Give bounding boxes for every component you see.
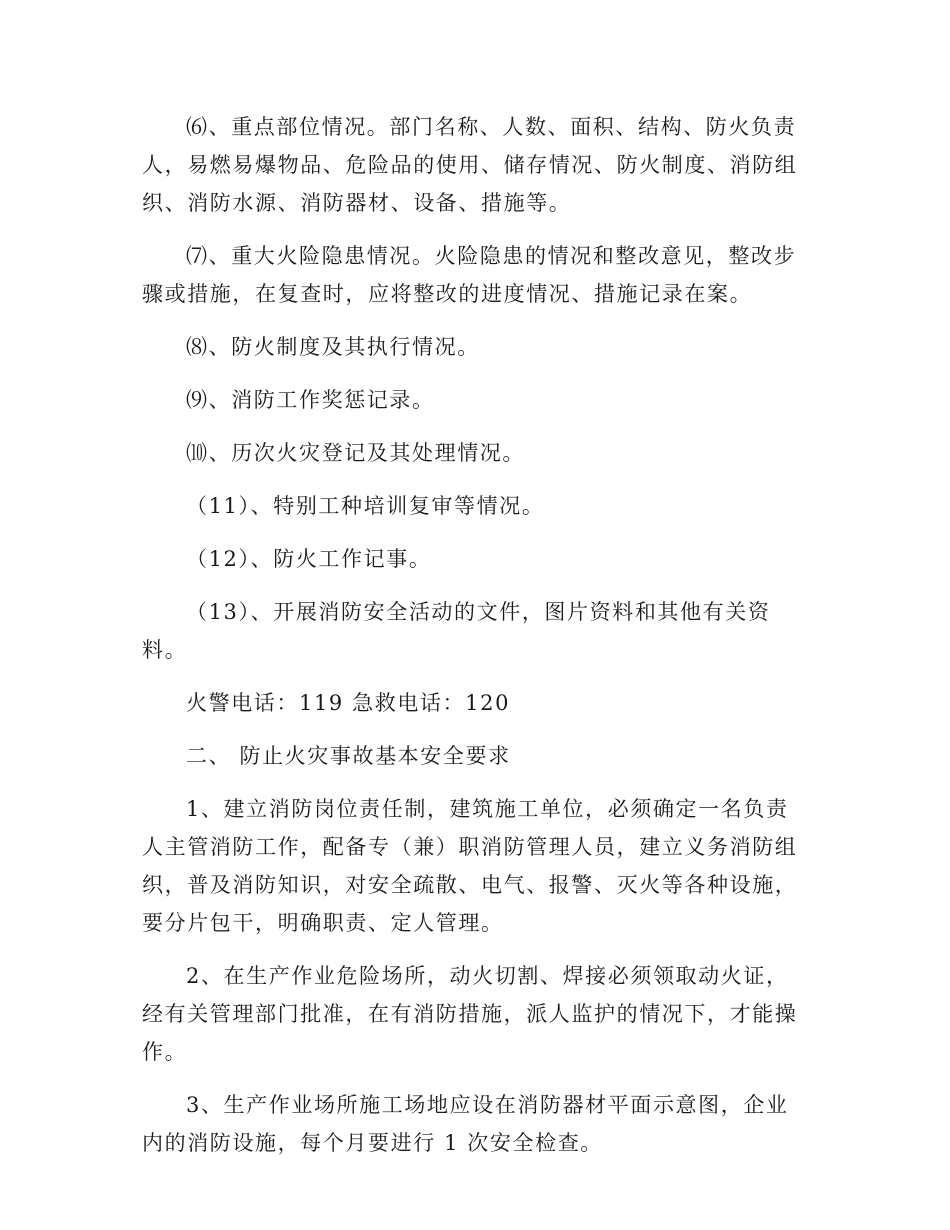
paragraph-fire-history: ⑽、历次火灾登记及其处理情况。 [186,441,525,465]
paragraph-item-2: 2、在生产作业危险场所，动火切割、焊接必须领取动火证，经有关管理部门批准，在有消防措施，派人监护的情况下，才能操作。 [142,964,798,1064]
paragraph-item-3: 3、生产作业场所施工场地应设在消防器材平面示意图，企业内的消防设施，每个月要进行 1 次安全检查。 [142,1093,789,1155]
section-heading: 二、 防止火灾事故基本安全要求 [186,744,511,768]
paragraph-activity-files: （13）、开展消防安全活动的文件，图片资料和其他有关资料。 [142,600,771,662]
paragraph-special-training: （11）、特别工种培训复审等情况。 [186,494,545,518]
paragraph-emergency-phones: 火警电话：119 急救电话：120 [186,691,511,715]
document-page [142,108,807,1177]
paragraph-fire-rules: ⑻、防火制度及其执行情况。 [186,335,480,359]
paragraph-item-1: 1、建立消防岗位责任制，建筑施工单位，必须确定一名负责人主管消防工作，配备专（兼）职消防管理人员，建立义务消防组织，普及消防知识，对安全疏散、电气、报警、灭火等各种设施，要分片包干，明确职责、定人管理。 [142,797,798,935]
paragraph-key-locations: ⑹、重点部位情况。部门名称、人数、面积、结构、防火负责人，易燃易爆物品、危险品的使用、储存情况、防火制度、消防组织、消防水源、消防器材、设备、措施等。 [142,115,798,215]
paragraph-major-hazards: ⑺、重大火险隐患情况。火险隐患的情况和整改意见，整改步骤或措施，在复查时，应将整改的进度情况、措施记录在案。 [142,244,797,306]
paragraph-rewards-records: ⑼、消防工作奖惩记录。 [186,388,435,412]
paragraph-fire-log: （12）、防火工作记事。 [186,547,432,571]
